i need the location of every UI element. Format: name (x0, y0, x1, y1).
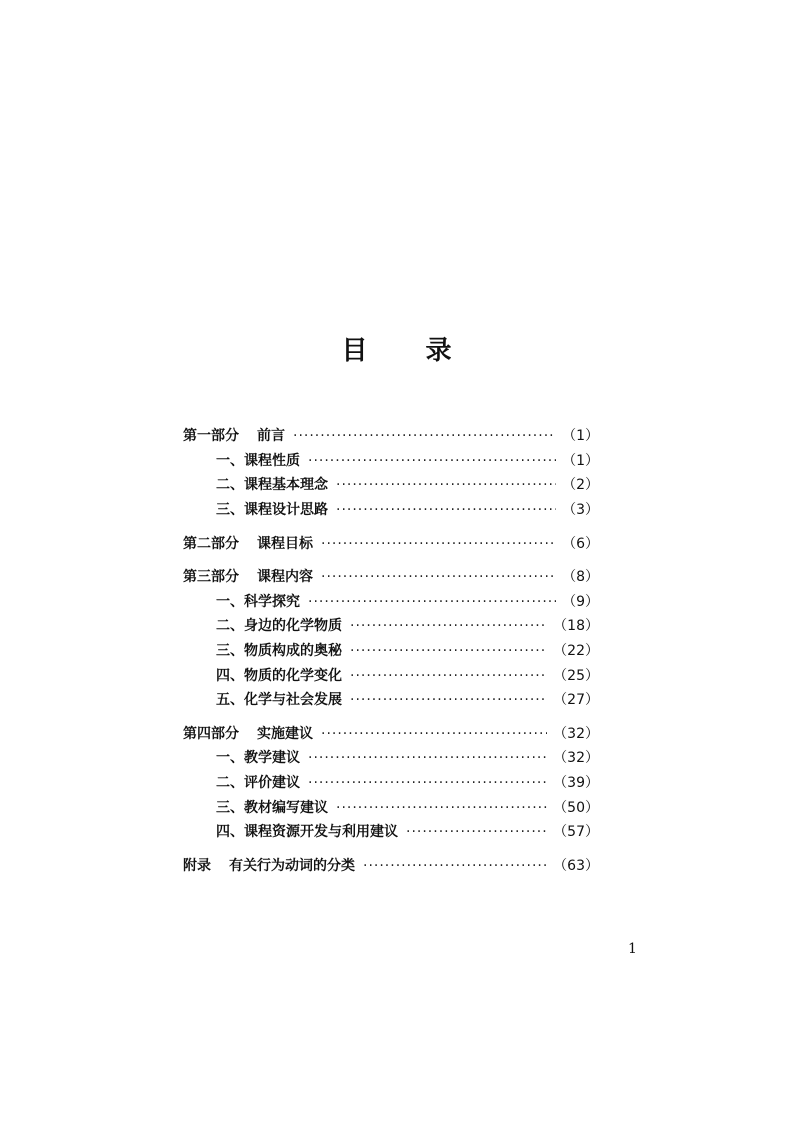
toc-row (183, 687, 599, 712)
toc-row (183, 530, 599, 555)
toc-row (183, 853, 599, 878)
toc-entry-title: 三、教材编写建议 (216, 799, 328, 816)
toc-entry-title: 二、身边的化学物质 (216, 618, 342, 635)
toc-part-number: 第三部分 (183, 569, 239, 586)
toc-page-ref: （2） (562, 477, 599, 494)
leader-dots (308, 775, 547, 791)
toc-row (183, 613, 599, 638)
leader-dots (308, 750, 547, 766)
toc-entry-title: 前言 (257, 428, 285, 445)
toc-part-number: 附录 (183, 857, 211, 874)
toc-page-ref: （9） (562, 593, 599, 610)
leader-dots (350, 643, 547, 659)
title-char-1: 目 (341, 336, 368, 366)
toc-part-number: 第四部分 (183, 725, 239, 742)
leader-dots (363, 858, 547, 874)
toc-part-number: 第一部分 (183, 428, 239, 445)
toc-entry-title: 一、科学探究 (216, 593, 300, 610)
toc-entry-title: 三、课程设计思路 (216, 502, 328, 519)
toc-page-ref: （8） (562, 569, 599, 586)
toc-page-ref: （50） (553, 799, 599, 816)
leader-dots (336, 502, 556, 518)
leader-dots (406, 824, 547, 840)
toc-row (183, 745, 599, 770)
leader-dots (350, 618, 547, 634)
toc-entry-title: 一、课程性质 (216, 452, 300, 469)
toc-page-ref: （22） (553, 643, 599, 660)
toc-entry-title: 五、化学与社会发展 (216, 692, 342, 709)
toc-row (183, 564, 599, 589)
toc-page-ref: （27） (553, 692, 599, 709)
toc-entry-title: 二、课程基本理念 (216, 477, 328, 494)
toc-page-ref: （18） (553, 618, 599, 635)
leader-dots (308, 453, 556, 469)
toc-page-ref: （32） (553, 725, 599, 742)
table-of-contents (183, 423, 599, 877)
toc-entry-title: 四、课程资源开发与利用建议 (216, 824, 398, 841)
toc-page-ref: （6） (562, 535, 599, 552)
page-title (0, 330, 793, 367)
title-char-2: 录 (425, 336, 452, 366)
toc-row (183, 662, 599, 687)
leader-dots (321, 536, 556, 552)
toc-entry-title: 一、教学建议 (216, 750, 300, 767)
toc-row (183, 794, 599, 819)
toc-page-ref: （1） (562, 452, 599, 469)
toc-page-ref: （3） (562, 502, 599, 519)
toc-row (183, 589, 599, 614)
toc-page-ref: （63） (553, 857, 599, 874)
leader-dots (293, 428, 556, 444)
toc-row (183, 448, 599, 473)
toc-row (183, 472, 599, 497)
toc-page-ref: （1） (562, 428, 599, 445)
leader-dots (308, 594, 556, 610)
leader-dots (321, 726, 547, 742)
toc-part-number: 第二部分 (183, 535, 239, 552)
leader-dots (350, 692, 547, 708)
toc-entry-title: 有关行为动词的分类 (229, 857, 355, 874)
leader-dots (336, 477, 556, 493)
toc-page-ref: （32） (553, 750, 599, 767)
toc-entry-title: 三、物质构成的奥秘 (216, 643, 342, 660)
toc-row (183, 423, 599, 448)
toc-entry-title: 四、物质的化学变化 (216, 667, 342, 684)
page-number: 1 (628, 941, 637, 957)
toc-page-ref: （39） (553, 775, 599, 792)
toc-entry-title: 二、评价建议 (216, 775, 300, 792)
toc-page-ref: （25） (553, 667, 599, 684)
toc-row (183, 721, 599, 746)
toc-entry-title: 课程内容 (257, 569, 313, 586)
leader-dots (336, 800, 547, 816)
toc-row (183, 819, 599, 844)
leader-dots (321, 569, 556, 585)
toc-page-ref: （57） (553, 824, 599, 841)
toc-row (183, 497, 599, 522)
toc-row (183, 638, 599, 663)
toc-entry-title: 课程目标 (257, 535, 313, 552)
toc-entry-title: 实施建议 (257, 725, 313, 742)
leader-dots (350, 668, 547, 684)
toc-row (183, 770, 599, 795)
